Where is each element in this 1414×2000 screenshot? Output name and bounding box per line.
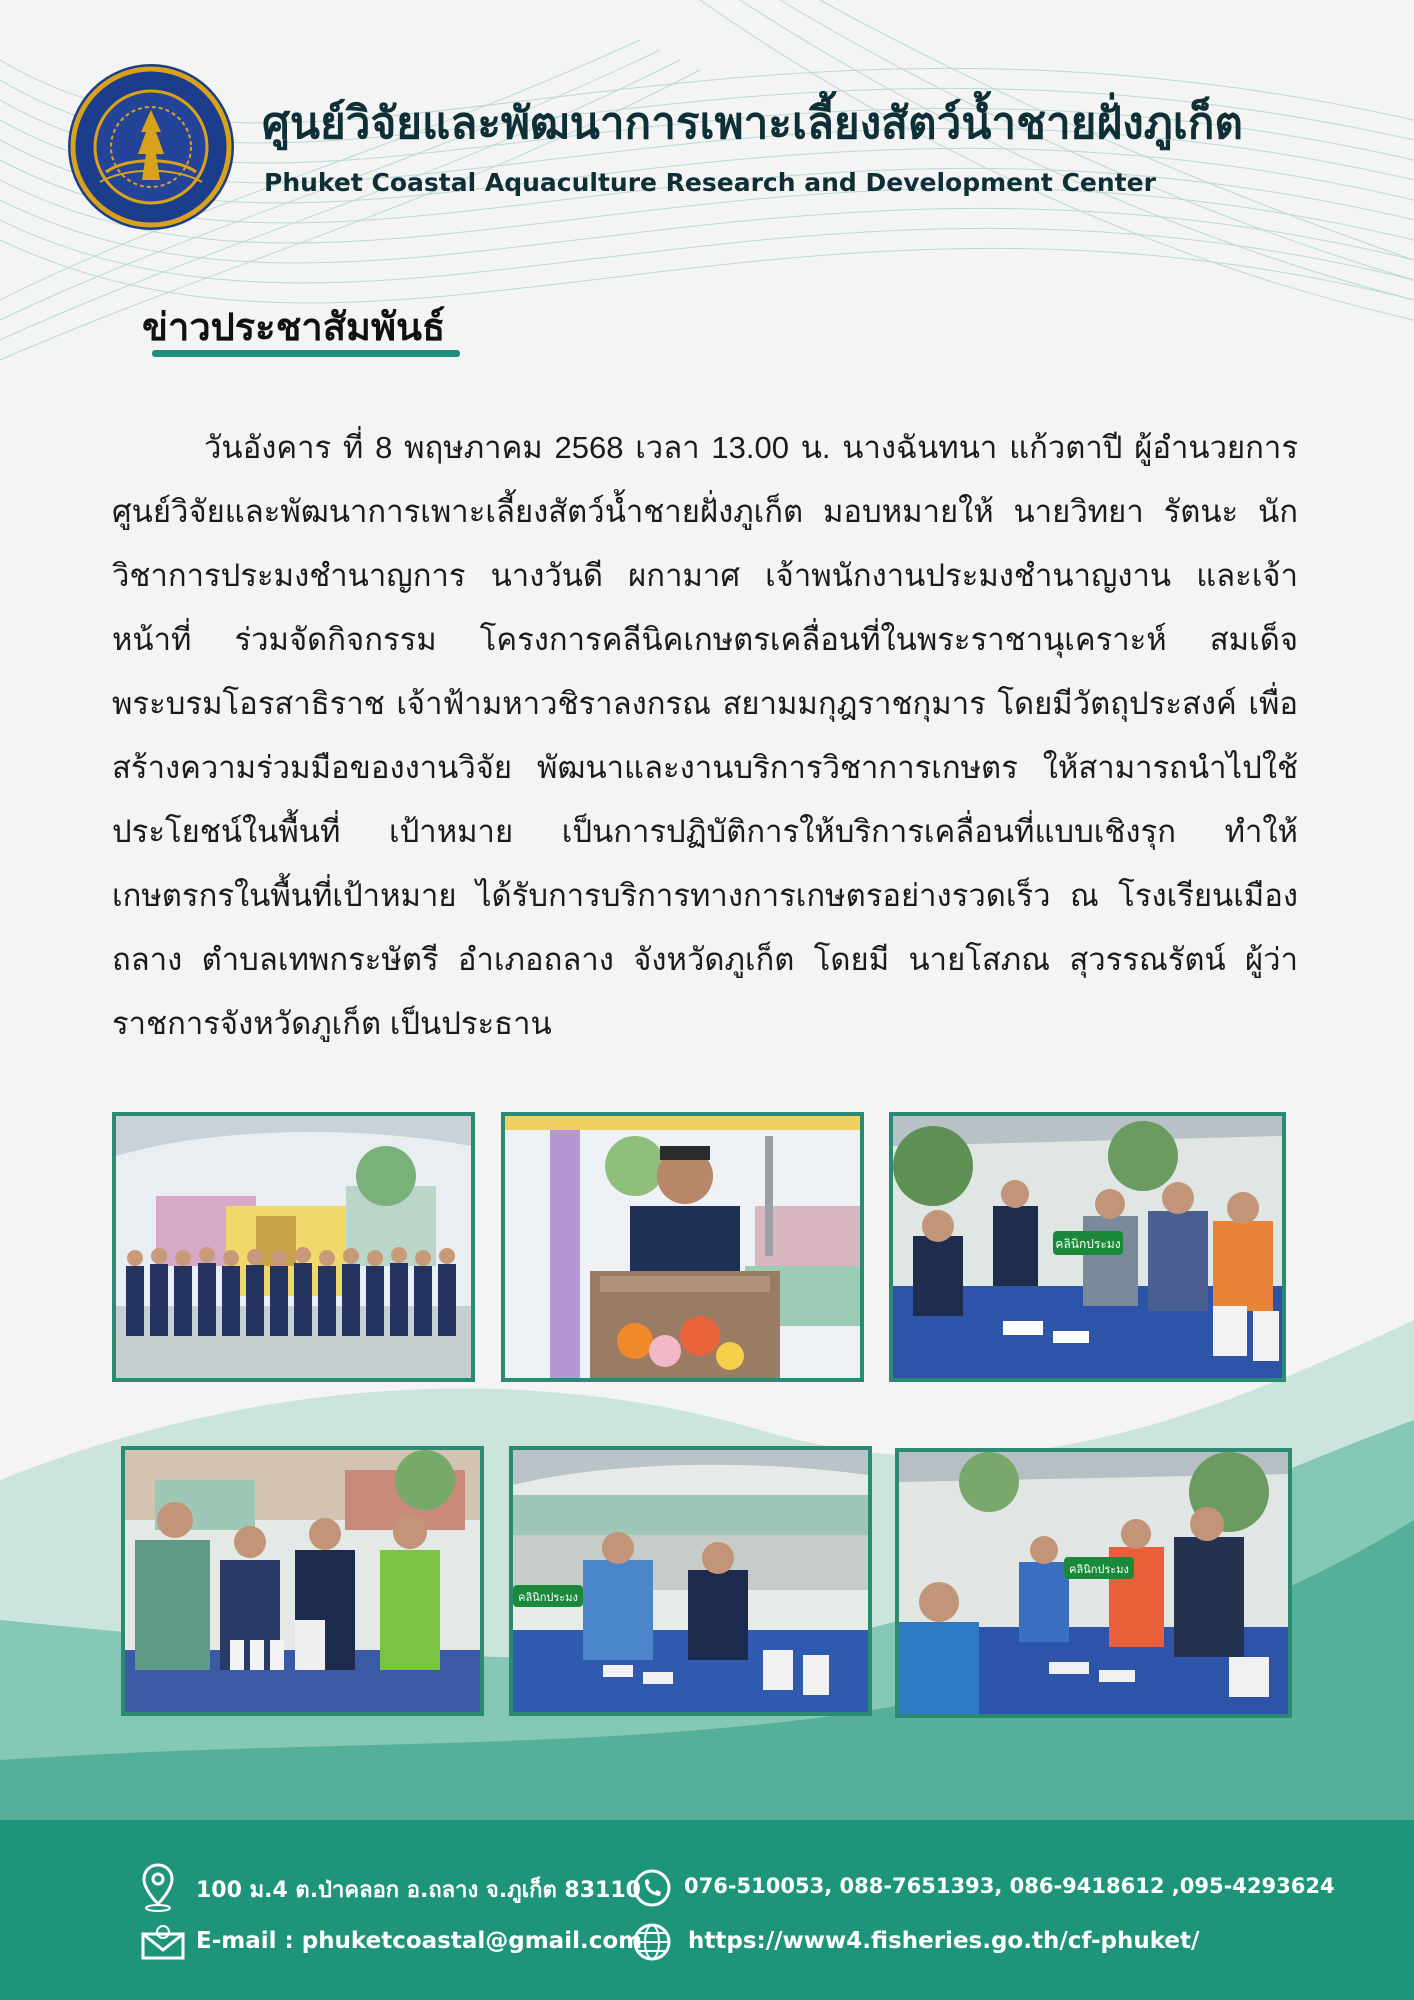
email-icon: [140, 1924, 186, 1960]
article-body: วันอังคาร ที่ 8 พฤษภาคม 2568 เวลา 13.00 น. นางฉันทนา แก้วตาปี ผู้อำนวยการศูนย์วิจัยและพัฒนาการเพาะเลี้ยงสัตว์น้ำชายฝั่งภูเก็ต มอบหมายให้ นายวิทยา รัตนะ นักวิชาการประมงชำนาญการ นางวันดี ผกามาศ เจ้าพนักงานประมงชำนาญงาน และเจ้าหน้าที่ ร่วมจัดกิจกรรม โครงการคลีนิคเกษตรเคลื่อนที่ในพระราชานุเคราะห์ สมเด็จพระบรมโอรสาธิราช เจ้าฟ้ามหาวชิราลงกรณ สยามมกุฎราชกุมาร โดยมีวัตถุประสงค์ เพื่อสร้างความร่วมมือของงานวิจัย พัฒนาและงานบริการวิชาการเกษตร ให้สามารถนำไปใช้ประโยชน์ในพื้นที่ เป้าหมาย เป็นการปฏิบัติการให้บริการเคลื่อนที่แบบเชิงรุก ทำให้เกษตรกรในพื้นที่เป้าหมาย ได้รับการบริการทางการเกษตรอย่างรวดเร็ว ณ โรงเรียนเมืองถลาง ตำบลเทพกระษัตรี อำเภอถลาง จังหวัดภูเก็ต โดยมี นายโสภณ สุวรรณรัตน์ ผู้ว่าราชการจังหวัดภูเก็ต เป็นประธาน: [112, 430, 1298, 1041]
globe-icon: [632, 1922, 672, 1962]
fisheries-seal-logo: [66, 62, 236, 232]
section-underline: [152, 350, 460, 357]
phone-icon: [632, 1868, 672, 1908]
booth-sign-text: คลินิกประมง: [518, 1591, 578, 1604]
location-pin-icon: [140, 1862, 176, 1912]
booth-sign-text: คลินิกประมง: [1055, 1237, 1121, 1251]
footer-website-link[interactable]: https://www4.fisheries.go.th/cf-phuket/: [688, 1928, 1200, 1954]
footer-address: 100 ม.4 ต.ป่าคลอก อ.ถลาง จ.ภูเก็ต 83110: [196, 1878, 641, 1903]
photo-service-booth: [889, 1112, 1286, 1382]
photo-booth-visitors: [509, 1446, 872, 1716]
photo-staff-group: [112, 1112, 475, 1382]
photo-booth-crowd: [895, 1448, 1292, 1718]
footer-email[interactable]: E-mail : phuketcoastal@gmail.com: [196, 1928, 643, 1954]
center-title-english: Phuket Coastal Aquaculture Research and Development Center: [264, 168, 1156, 197]
photo-booth-demonstration: [121, 1446, 484, 1716]
footer-phone-numbers: 076-510053, 088-7651393, 086-9418612 ,095-4293624: [684, 1874, 1335, 1898]
booth-sign-text: คลินิกประมง: [1069, 1563, 1129, 1576]
footer-bar: [0, 1820, 1414, 2000]
center-title-thai: ศูนย์วิจัยและพัฒนาการเพาะเลี้ยงสัตว์น้ำชายฝั่งภูเก็ต: [262, 98, 1243, 149]
photo-speaker-podium: [501, 1112, 864, 1382]
section-title: ข่าวประชาสัมพันธ์: [142, 305, 446, 349]
